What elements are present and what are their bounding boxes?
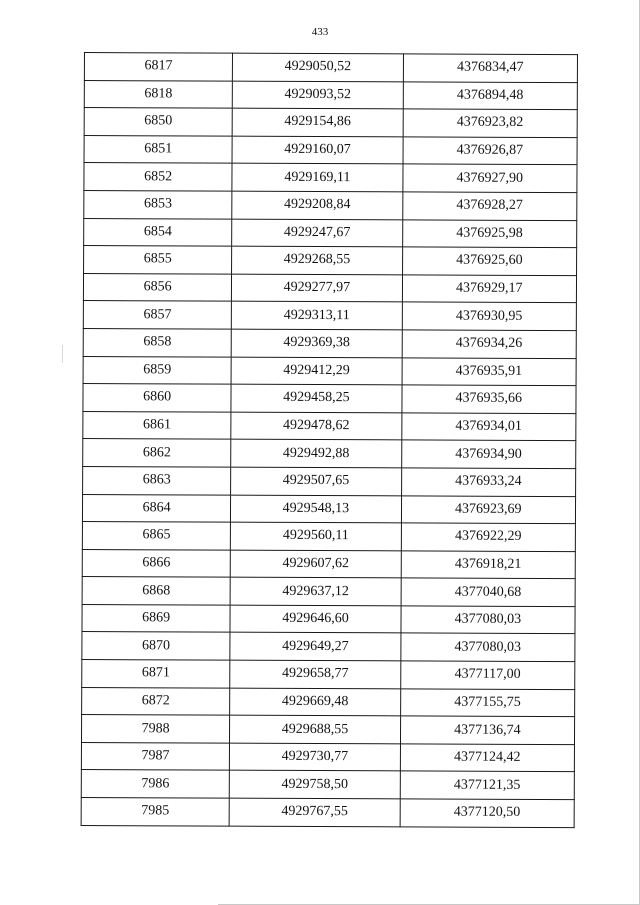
x-coordinate-cell: 4929160,07 (232, 136, 402, 164)
table-row (81, 742, 574, 772)
point-id-cell: 6853 (84, 190, 232, 218)
table-row (84, 218, 577, 248)
x-coordinate-cell: 4929688,55 (230, 715, 400, 743)
table-row (84, 135, 577, 165)
y-coordinate-cell: 4377080,03 (401, 606, 575, 634)
point-id-cell: 6863 (83, 466, 231, 494)
x-coordinate-cell: 4929268,55 (232, 246, 402, 274)
table-row (82, 632, 575, 662)
table-row (83, 411, 576, 441)
page-number: 433 (311, 26, 329, 38)
x-coordinate-cell: 4929154,86 (232, 108, 402, 136)
table-row (84, 53, 577, 83)
y-coordinate-cell: 4376929,17 (402, 275, 576, 303)
table-row (82, 660, 575, 690)
y-coordinate-cell: 4376923,82 (403, 109, 577, 137)
point-id-cell: 6857 (83, 301, 231, 329)
table-row (82, 604, 575, 634)
point-id-cell: 6870 (82, 632, 230, 660)
y-coordinate-cell: 4376927,90 (403, 164, 577, 192)
x-coordinate-cell: 4929637,12 (230, 577, 400, 605)
table-row (81, 770, 574, 800)
y-coordinate-cell: 4376894,48 (403, 81, 577, 109)
x-coordinate-cell: 4929208,84 (232, 191, 402, 219)
table-row (82, 549, 575, 579)
point-id-cell: 6856 (83, 273, 231, 301)
point-id-cell: 6872 (82, 687, 230, 715)
point-id-cell: 6865 (82, 522, 230, 550)
point-id-cell: 6871 (82, 660, 230, 688)
point-id-cell: 6851 (84, 135, 232, 163)
table-row (81, 798, 574, 828)
point-id-cell: 7988 (81, 715, 229, 743)
y-coordinate-cell: 4377117,00 (400, 661, 574, 689)
x-coordinate-cell: 4929646,60 (230, 605, 400, 633)
y-coordinate-cell: 4376923,69 (401, 495, 575, 523)
y-coordinate-cell: 4376934,01 (401, 413, 575, 441)
point-id-cell: 6861 (83, 411, 231, 439)
table-row (82, 494, 575, 524)
table-row (83, 356, 576, 386)
y-coordinate-cell: 4376934,90 (401, 440, 575, 468)
y-coordinate-cell: 4376925,98 (402, 219, 576, 247)
x-coordinate-cell: 4929730,77 (230, 743, 400, 771)
x-coordinate-cell: 4929369,38 (231, 329, 401, 357)
point-id-cell: 6858 (83, 328, 231, 356)
point-id-cell: 6866 (82, 549, 230, 577)
x-coordinate-cell: 4929050,52 (233, 53, 403, 81)
point-id-cell: 6852 (84, 163, 232, 191)
x-coordinate-cell: 4929607,62 (230, 550, 400, 578)
y-coordinate-cell: 4376930,95 (402, 302, 576, 330)
point-id-cell: 6868 (82, 577, 230, 605)
x-coordinate-cell: 4929458,25 (231, 384, 401, 412)
y-coordinate-cell: 4376933,24 (401, 468, 575, 496)
table-row (83, 301, 576, 331)
x-coordinate-cell: 4929247,67 (232, 219, 402, 247)
x-coordinate-cell: 4929658,77 (230, 660, 400, 688)
x-coordinate-cell: 4929478,62 (231, 412, 401, 440)
x-coordinate-cell: 4929507,65 (231, 467, 401, 495)
table-row (82, 577, 575, 607)
y-coordinate-cell: 4377120,50 (400, 799, 574, 827)
coordinates-table-body (81, 53, 577, 828)
y-coordinate-cell: 4376922,29 (401, 523, 575, 551)
point-id-cell: 7986 (81, 770, 229, 798)
table-row (83, 328, 576, 358)
point-id-cell: 6817 (84, 53, 232, 81)
y-coordinate-cell: 4376834,47 (403, 54, 577, 82)
x-coordinate-cell: 4929560,11 (231, 522, 401, 550)
x-coordinate-cell: 4929093,52 (233, 81, 403, 109)
table-row (81, 715, 574, 745)
y-coordinate-cell: 4376925,60 (402, 247, 576, 275)
point-id-cell: 6818 (84, 80, 232, 108)
y-coordinate-cell: 4376934,26 (402, 330, 576, 358)
table-row (82, 687, 575, 717)
point-id-cell: 7985 (81, 798, 229, 826)
x-coordinate-cell: 4929412,29 (231, 357, 401, 385)
y-coordinate-cell: 4376918,21 (401, 551, 575, 579)
point-id-cell: 6850 (84, 108, 232, 136)
table-row (84, 108, 577, 138)
x-coordinate-cell: 4929669,48 (230, 688, 400, 716)
point-id-cell: 6854 (84, 218, 232, 246)
point-id-cell: 7987 (81, 742, 229, 770)
x-coordinate-cell: 4929758,50 (230, 771, 400, 799)
y-coordinate-cell: 4376935,91 (402, 357, 576, 385)
table-row (84, 163, 577, 193)
table-row (84, 246, 577, 276)
y-coordinate-cell: 4376926,87 (403, 137, 577, 165)
table-row (84, 190, 577, 220)
x-coordinate-cell: 4929277,97 (232, 274, 402, 302)
x-coordinate-cell: 4929649,27 (230, 633, 400, 661)
table-row (83, 466, 576, 496)
table-row (83, 273, 576, 303)
y-coordinate-cell: 4377040,68 (401, 578, 575, 606)
y-coordinate-cell: 4376928,27 (402, 192, 576, 220)
x-coordinate-cell: 4929492,88 (231, 439, 401, 467)
x-coordinate-cell: 4929548,13 (231, 495, 401, 523)
point-id-cell: 6869 (82, 604, 230, 632)
coordinates-table (81, 52, 578, 828)
y-coordinate-cell: 4377121,35 (400, 771, 574, 799)
x-coordinate-cell: 4929169,11 (232, 164, 402, 192)
table-row (84, 80, 577, 110)
y-coordinate-cell: 4377124,42 (400, 744, 574, 772)
y-coordinate-cell: 4376935,66 (402, 385, 576, 413)
point-id-cell: 6864 (82, 494, 230, 522)
point-id-cell: 6855 (84, 246, 232, 274)
point-id-cell: 6860 (83, 384, 231, 412)
margin-mark (62, 345, 63, 363)
y-coordinate-cell: 4377080,03 (400, 633, 574, 661)
point-id-cell: 6859 (83, 356, 231, 384)
x-coordinate-cell: 4929767,55 (229, 798, 399, 826)
table-row (83, 439, 576, 469)
table-row (83, 384, 576, 414)
y-coordinate-cell: 4377136,74 (400, 716, 574, 744)
point-id-cell: 6862 (83, 439, 231, 467)
table-row (82, 522, 575, 552)
x-coordinate-cell: 4929313,11 (232, 301, 402, 329)
y-coordinate-cell: 4377155,75 (400, 689, 574, 717)
